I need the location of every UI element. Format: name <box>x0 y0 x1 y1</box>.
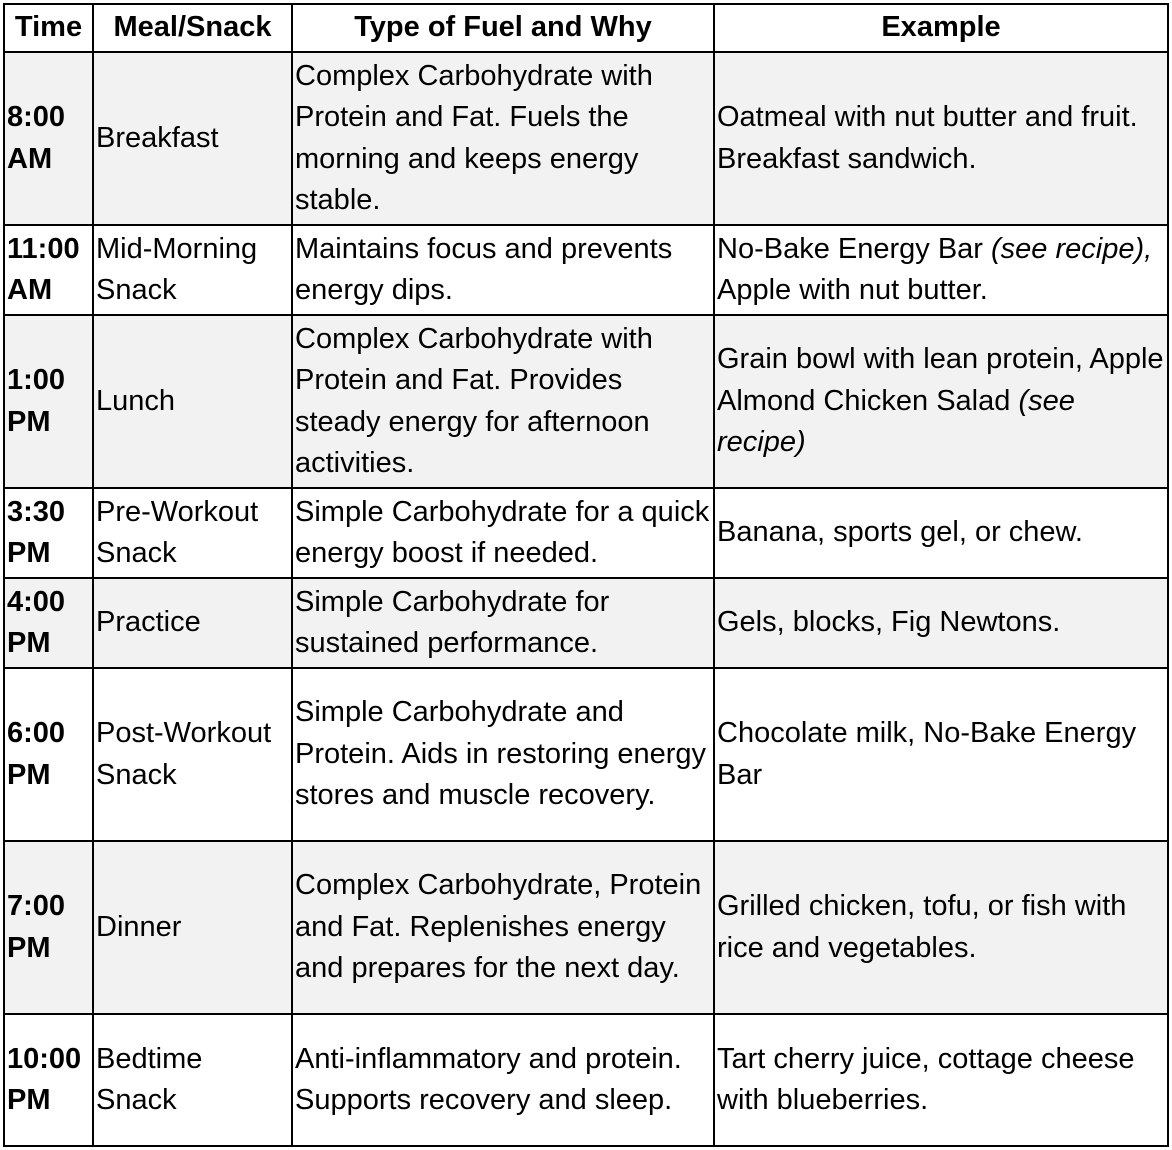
cell-time: 7:00 PM <box>4 841 93 1014</box>
example-text: No-Bake Energy Bar <box>717 232 992 265</box>
header-fuel-type: Type of Fuel and Why <box>292 4 714 52</box>
table-header <box>4 4 1168 52</box>
cell-time: 8:00 AM <box>4 52 93 225</box>
cell-fuel: Complex Carbohydrate with Protein and Fat. Fuels the morning and keeps energy stable. <box>292 52 714 225</box>
header-time: Time <box>4 4 93 52</box>
cell-example <box>714 315 1168 488</box>
table-row <box>4 315 1168 488</box>
table-row <box>4 225 1168 315</box>
cell-meal: Practice <box>93 578 292 668</box>
cell-fuel: Simple Carbohydrate for a quick energy boost if needed. <box>292 488 714 578</box>
cell-example <box>714 578 1168 668</box>
cell-fuel: Simple Carbohydrate for sustained performance. <box>292 578 714 668</box>
header-row <box>4 4 1168 52</box>
cell-time: 3:30 PM <box>4 488 93 578</box>
cell-fuel: Complex Carbohydrate with Protein and Fat. Provides steady energy for afternoon activities. <box>292 315 714 488</box>
cell-example <box>714 1014 1168 1146</box>
cell-time: 10:00 PM <box>4 1014 93 1146</box>
table-row <box>4 668 1168 841</box>
example-text: Gels, blocks, Fig Newtons. <box>717 606 1061 639</box>
cell-meal: Dinner <box>93 841 292 1014</box>
example-text: Banana, sports gel, or chew. <box>717 516 1083 549</box>
example-note: (see recipe) <box>717 384 1075 459</box>
cell-example <box>714 52 1168 225</box>
cell-example <box>714 225 1168 315</box>
cell-meal: Pre-Workout Snack <box>93 488 292 578</box>
cell-fuel: Simple Carbohydrate and Protein. Aids in restoring energy stores and muscle recovery. <box>292 668 714 841</box>
cell-meal: Post-Workout Snack <box>93 668 292 841</box>
example-text: Tart cherry juice, cottage cheese with blueberries. <box>717 1042 1135 1116</box>
cell-time: 1:00 PM <box>4 315 93 488</box>
cell-example <box>714 488 1168 578</box>
meal-timing-table <box>3 3 1169 1147</box>
cell-example <box>714 668 1168 841</box>
table-row <box>4 488 1168 578</box>
header-meal-snack: Meal/Snack <box>93 4 292 52</box>
example-text: Apple with nut butter. <box>717 274 988 306</box>
cell-fuel: Anti-inflammatory and protein. Supports recovery and sleep. <box>292 1014 714 1146</box>
table-row <box>4 1014 1168 1146</box>
cell-meal: Breakfast <box>93 52 292 225</box>
cell-meal: Mid-Morning Snack <box>93 225 292 315</box>
cell-time: 11:00 AM <box>4 225 93 315</box>
example-text: Oatmeal with nut butter and fruit. Breakfast sandwich. <box>717 101 1138 175</box>
cell-time: 6:00 PM <box>4 668 93 841</box>
cell-fuel: Complex Carbohydrate, Protein and Fat. Replenishes energy and prepares for the next day. <box>292 841 714 1014</box>
table-row <box>4 841 1168 1014</box>
table-body <box>4 52 1168 1146</box>
header-example: Example <box>714 4 1168 52</box>
cell-time: 4:00 PM <box>4 578 93 668</box>
example-text: Grain bowl with lean protein, Apple Almond Chicken Salad <box>717 343 1164 417</box>
table-row <box>4 52 1168 225</box>
table-row <box>4 578 1168 668</box>
cell-example <box>714 841 1168 1014</box>
cell-fuel: Maintains focus and prevents energy dips. <box>292 225 714 315</box>
cell-meal: Bedtime Snack <box>93 1014 292 1146</box>
cell-meal: Lunch <box>93 315 292 488</box>
example-note: (see recipe), <box>991 232 1153 265</box>
example-text: Chocolate milk, No-Bake Energy Bar <box>717 717 1137 791</box>
example-text: Grilled chicken, tofu, or fish with rice and vegetables. <box>717 890 1127 964</box>
